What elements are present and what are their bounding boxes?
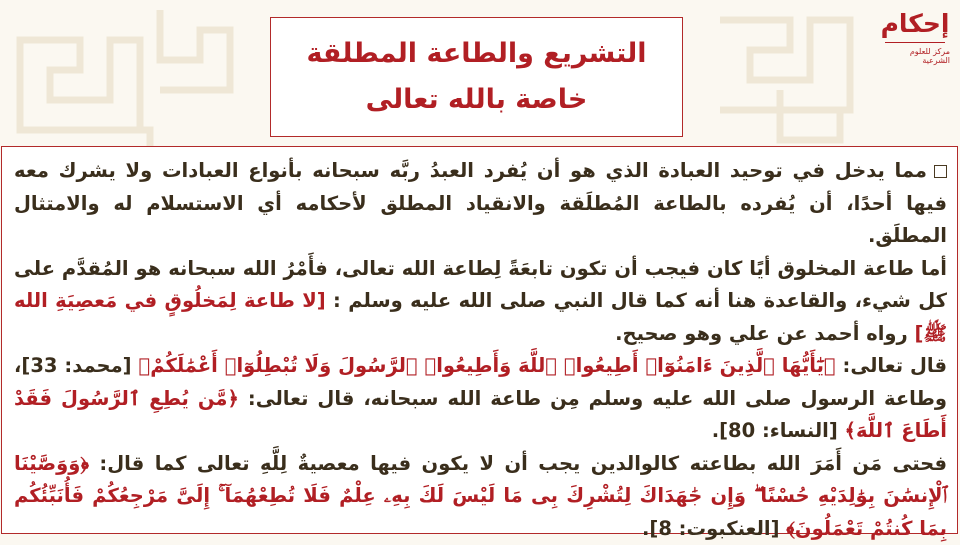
paragraph-1 bbox=[14, 155, 947, 253]
paragraph-4 bbox=[14, 448, 947, 545]
title-line-2: خاصة بالله تعالى bbox=[366, 77, 588, 123]
title-box bbox=[270, 17, 683, 137]
content-box bbox=[1, 146, 958, 534]
hadith-quote: [لا طاعة لِمَخلُوقٍ في مَعصِيَةِ الله ﷺ] bbox=[14, 289, 947, 345]
logo-mark: إحكام bbox=[881, 8, 950, 40]
verse-3-reference: [العنكبوت: 8]. bbox=[642, 517, 786, 540]
paragraph-2-source: رواه أحمد عن علي وهو صحيح. bbox=[615, 322, 914, 345]
verse-2-reference: [النساء: 80]. bbox=[712, 419, 845, 442]
paragraph-1-text: مما يدخل في توحيد العبادة الذي هو أن يُفرد العبدُ ربَّه سبحانه بأنواع العبادات ولا يشرك معه فيها أحدًا، أن يُفرده بالطاعة المُطلَقة والانقياد المطلق لأحكامه أي الاستسلام له والامتثال المطلَق. bbox=[14, 159, 947, 247]
title-line-1: التشريع والطاعة المطلقة bbox=[306, 31, 646, 77]
paragraph-3 bbox=[14, 350, 947, 448]
logo bbox=[880, 8, 950, 80]
paragraph-4-text: فحتى مَن أَمَرَ الله بطاعته كالوالدين يجب أن لا يكون فيها معصيةٌ لِلَّهِ تعالى كما قال: bbox=[89, 452, 947, 475]
paragraph-3-text: ، وطاعة الرسول صلى الله عليه وسلم مِن طاعة الله سبحانه، قال تعالى: bbox=[14, 354, 947, 410]
paragraph-3-intro: قال تعالى: bbox=[836, 354, 947, 377]
logo-divider bbox=[885, 42, 945, 43]
verse-1-reference: [محمد: 33] bbox=[21, 354, 138, 377]
paragraph-2-text: أما طاعة المخلوق أيًا كان فيجب أن تكون تابعَةً لِطاعة الله تعالى، فأَمْرُ الله سبحانه هو المُقدَّم على كل شيء، والقاعدة هنا أنه كما قال النبي صلى الله عليه وسلم : bbox=[14, 257, 947, 313]
checkbox-bullet-icon bbox=[934, 165, 947, 178]
quran-verse-1: ﴿يَٰٓأَيُّهَا ٱلَّذِينَ ءَامَنُوٓا۟ أَطِيعُوا۟ ٱللَّهَ وَأَطِيعُوا۟ ٱلرَّسُولَ وَلَا تُبْطِلُوٓا۟ أَعْمَٰلَكُمْ﴾ bbox=[139, 354, 836, 377]
paragraph-2 bbox=[14, 253, 947, 351]
quran-verse-2: ﴿مَّن يُطِعِ ٱلرَّسُولَ فَقَدْ أَطَاعَ ٱللَّهَ﴾ bbox=[14, 387, 947, 443]
quran-verse-3: ﴿وَوَصَّيْنَا ٱلْإِنسَٰنَ بِوَٰلِدَيْهِ حُسْنًا ۖ وَإِن جَٰهَدَاكَ لِتُشْرِكَ بِى مَا لَيْسَ لَكَ بِهِۦ عِلْمٌ فَلَا تُطِعْهُمَآ ۚ إِلَىَّ مَرْجِعُكُمْ فَأُنَبِّئُكُم بِمَا كُنتُمْ تَعْمَلُونَ﴾ bbox=[14, 452, 947, 540]
logo-subtitle: مركز للعلوم الشرعية bbox=[880, 47, 950, 65]
